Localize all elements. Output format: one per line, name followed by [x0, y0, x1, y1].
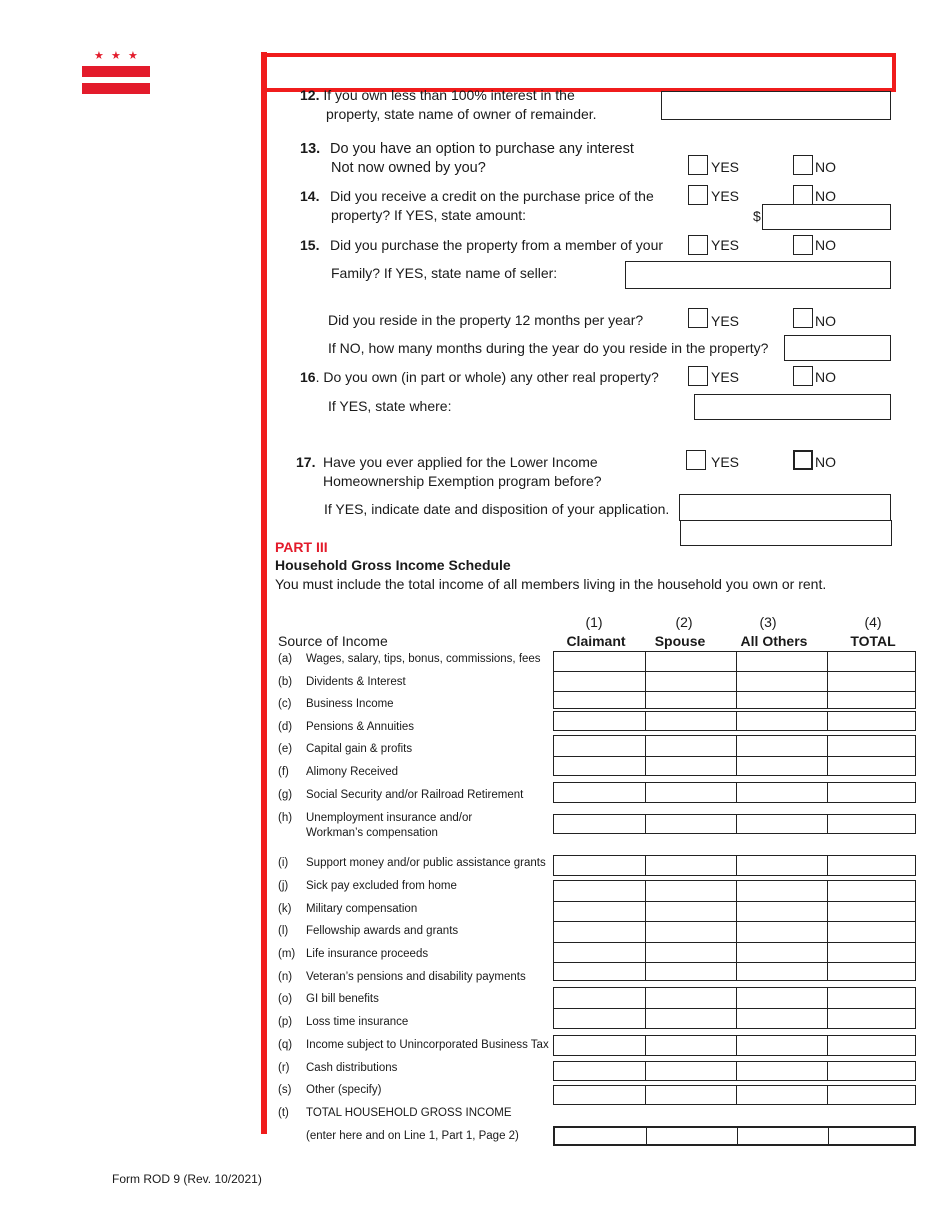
grid-cell-divider [554, 856, 828, 875]
question-text: If NO, how many months during the year do you reside in the property? [328, 340, 769, 356]
yes-label: YES [711, 369, 740, 385]
row-label: Loss time insurance [306, 1016, 409, 1028]
no-label: NO [815, 454, 836, 470]
grid-row-divider [554, 1008, 915, 1009]
seller-name-input[interactable] [625, 261, 891, 289]
credit-amount-input[interactable] [762, 204, 891, 230]
grid-row-divider [554, 756, 915, 757]
income-entry-grid[interactable] [553, 855, 916, 876]
row-letter: (q) [278, 1039, 293, 1051]
row-label: Life insurance proceeds [306, 948, 429, 960]
q14-no-checkbox[interactable] [793, 185, 813, 205]
row-letter: (p) [278, 1016, 293, 1028]
income-entry-grid[interactable] [553, 814, 916, 834]
grid-cell-divider [554, 712, 828, 730]
row-label: Military compensation [306, 903, 418, 915]
owner-remainder-input[interactable] [661, 91, 891, 120]
source-of-income-header: Source of Income [278, 633, 388, 649]
income-entry-grid[interactable] [553, 782, 916, 803]
part-heading: PART III [275, 539, 328, 555]
question-15 [300, 236, 663, 255]
question-text: Have you ever applied for the Lower Income [323, 454, 598, 470]
column-number: (1) [585, 614, 603, 630]
question-number: 17. [296, 454, 316, 470]
row-letter: (m) [278, 948, 296, 960]
grid-cell-divider [554, 652, 828, 708]
months-reside-input[interactable] [784, 335, 891, 361]
question-13 [300, 140, 634, 178]
question-text: Do you have an option to purchase any interest [330, 141, 634, 157]
row-letter: (l) [278, 925, 289, 937]
currency-symbol: $ [753, 208, 761, 224]
grid-row-divider [554, 962, 915, 963]
q13-yes-checkbox[interactable] [688, 155, 708, 175]
question-text: If you own less than 100% interest in the [323, 87, 575, 103]
row-letter: (r) [278, 1062, 290, 1074]
question-number: 15. [300, 237, 320, 253]
row-label: Cash distributions [306, 1062, 398, 1074]
row-label: Workman’s compensation [306, 827, 438, 839]
row-label: Wages, salary, tips, bonus, commissions, fees [306, 653, 541, 665]
row-label: Veteran’s pensions and disability payments [306, 971, 526, 983]
form-footer: Form ROD 9 (Rev. 10/2021) [112, 1172, 262, 1186]
question-text: Homeownership Exemption program before? [323, 473, 602, 489]
column-header-claimant: Claimant [566, 633, 626, 649]
flag-bar [82, 66, 150, 77]
q17-yes-checkbox[interactable] [686, 450, 706, 470]
question-text: Not now owned by you? [331, 160, 486, 176]
question-14 [300, 187, 654, 225]
yes-label: YES [711, 159, 740, 175]
q17-no-checkbox[interactable] [793, 450, 813, 470]
flag-star-icon: ★ [128, 50, 138, 62]
question-text: Family? If YES, state name of seller: [331, 265, 558, 281]
question-text: property? If YES, state amount: [331, 207, 527, 223]
income-entry-grid[interactable] [553, 1126, 916, 1146]
row-label: Social Security and/or Railroad Retirement [306, 789, 524, 801]
row-label: (enter here and on Line 1, Part 1, Page 2) [306, 1130, 519, 1142]
no-label: NO [815, 369, 836, 385]
grid-row-divider [554, 942, 915, 943]
row-letter: (k) [278, 903, 292, 915]
question-text: If YES, indicate date and disposition of your application. [324, 501, 670, 517]
income-entry-grid[interactable] [553, 987, 916, 1029]
grid-row-divider [554, 691, 915, 692]
row-letter: (e) [278, 743, 293, 755]
income-entry-grid[interactable] [553, 1035, 916, 1056]
q15-yes-checkbox[interactable] [688, 235, 708, 255]
row-label: Alimony Received [306, 766, 399, 778]
row-label: Other (specify) [306, 1084, 382, 1096]
row-letter: (f) [278, 766, 289, 778]
other-property-input[interactable] [694, 394, 891, 420]
question-number: 16 [300, 369, 316, 385]
row-letter: (n) [278, 971, 293, 983]
row-label: Fellowship awards and grants [306, 925, 459, 937]
no-label: NO [815, 237, 836, 253]
question-number: 12. [300, 87, 320, 103]
q16-yes-checkbox[interactable] [688, 366, 708, 386]
row-label: Pensions & Annuities [306, 721, 415, 733]
grid-cell-divider [554, 1062, 828, 1080]
row-label: TOTAL HOUSEHOLD GROSS INCOME [306, 1107, 512, 1119]
row-letter: (g) [278, 789, 293, 801]
row-letter: (t) [278, 1107, 289, 1119]
yes-label: YES [711, 188, 740, 204]
row-letter: (c) [278, 698, 292, 710]
question-text: If YES, state where: [328, 398, 452, 414]
column-header-spouse: Spouse [654, 633, 706, 649]
grid-cell-divider [554, 881, 828, 980]
no-label: NO [815, 159, 836, 175]
row-letter: (i) [278, 857, 289, 869]
no-label: NO [815, 188, 836, 204]
question-text: Did you purchase the property from a member of your [330, 237, 664, 253]
question-text: property, state name of owner of remainder. [326, 106, 597, 122]
row-label: Sick pay excluded from home [306, 880, 457, 892]
row-label: Capital gain & profits [306, 743, 413, 755]
grid-cell-divider [555, 1128, 829, 1144]
row-letter: (j) [278, 880, 289, 892]
grid-cell-divider [554, 815, 828, 833]
schedule-title: Household Gross Income Schedule [275, 557, 511, 573]
question-16 [300, 368, 659, 387]
column-header-total: TOTAL [850, 633, 896, 649]
question-text: . Do you own (in part or whole) any other real property? [315, 369, 659, 385]
row-letter: (b) [278, 676, 293, 688]
no-label: NO [815, 313, 836, 329]
row-label: Support money and/or public assistance grants [306, 857, 546, 869]
column-number: (4) [864, 614, 882, 630]
row-letter: (s) [278, 1084, 292, 1096]
yes-label: YES [711, 313, 740, 329]
yes-label: YES [711, 454, 740, 470]
column-header-all-others: All Others [740, 633, 808, 649]
column-number: (2) [675, 614, 693, 630]
reside-yes-checkbox[interactable] [688, 308, 708, 328]
income-entry-grid[interactable] [553, 880, 916, 981]
income-entry-grid[interactable] [553, 711, 916, 731]
q16-no-checkbox[interactable] [793, 366, 813, 386]
q14-yes-checkbox[interactable] [688, 185, 708, 205]
grid-row-divider [554, 901, 915, 902]
row-letter: (h) [278, 812, 293, 824]
column-number: (3) [759, 614, 777, 630]
flag-bar [82, 83, 150, 94]
reside-no-checkbox[interactable] [793, 308, 813, 328]
grid-cell-divider [554, 783, 828, 802]
income-entry-grid[interactable] [553, 1061, 916, 1081]
grid-cell-divider [554, 1036, 828, 1055]
question-text: Did you reside in the property 12 months per year? [328, 312, 644, 328]
row-letter: (d) [278, 721, 293, 733]
application-date-input[interactable] [679, 494, 891, 521]
row-letter: (o) [278, 993, 293, 1005]
row-letter: (a) [278, 653, 293, 665]
row-label: Unemployment insurance and/or [306, 812, 473, 824]
application-disposition-input[interactable] [680, 520, 892, 546]
yes-label: YES [711, 237, 740, 253]
grid-row-divider [554, 671, 915, 672]
grid-cell-divider [554, 1086, 828, 1104]
schedule-subtitle: You must include the total income of all members living in the household you own or rent. [275, 576, 827, 592]
income-entry-grid[interactable] [553, 1085, 916, 1105]
question-number: 14. [300, 188, 320, 204]
question-text: Did you receive a credit on the purchase price of the [330, 188, 654, 204]
question-17 [296, 453, 602, 491]
income-entry-grid[interactable] [553, 735, 916, 776]
flag-star-icon: ★ [111, 50, 121, 62]
grid-row-divider [554, 921, 915, 922]
row-label: Business Income [306, 698, 394, 710]
margin-red-line [261, 52, 267, 1134]
flag-star-icon: ★ [94, 50, 104, 62]
row-label: Dividents & Interest [306, 676, 406, 688]
q15-no-checkbox[interactable] [793, 235, 813, 255]
question-number: 13. [300, 141, 321, 157]
income-entry-grid[interactable] [553, 651, 916, 709]
question-12 [300, 86, 597, 124]
q13-no-checkbox[interactable] [793, 155, 813, 175]
row-label: Income subject to Unincorporated Business Tax [306, 1039, 549, 1051]
row-label: GI bill benefits [306, 993, 379, 1005]
